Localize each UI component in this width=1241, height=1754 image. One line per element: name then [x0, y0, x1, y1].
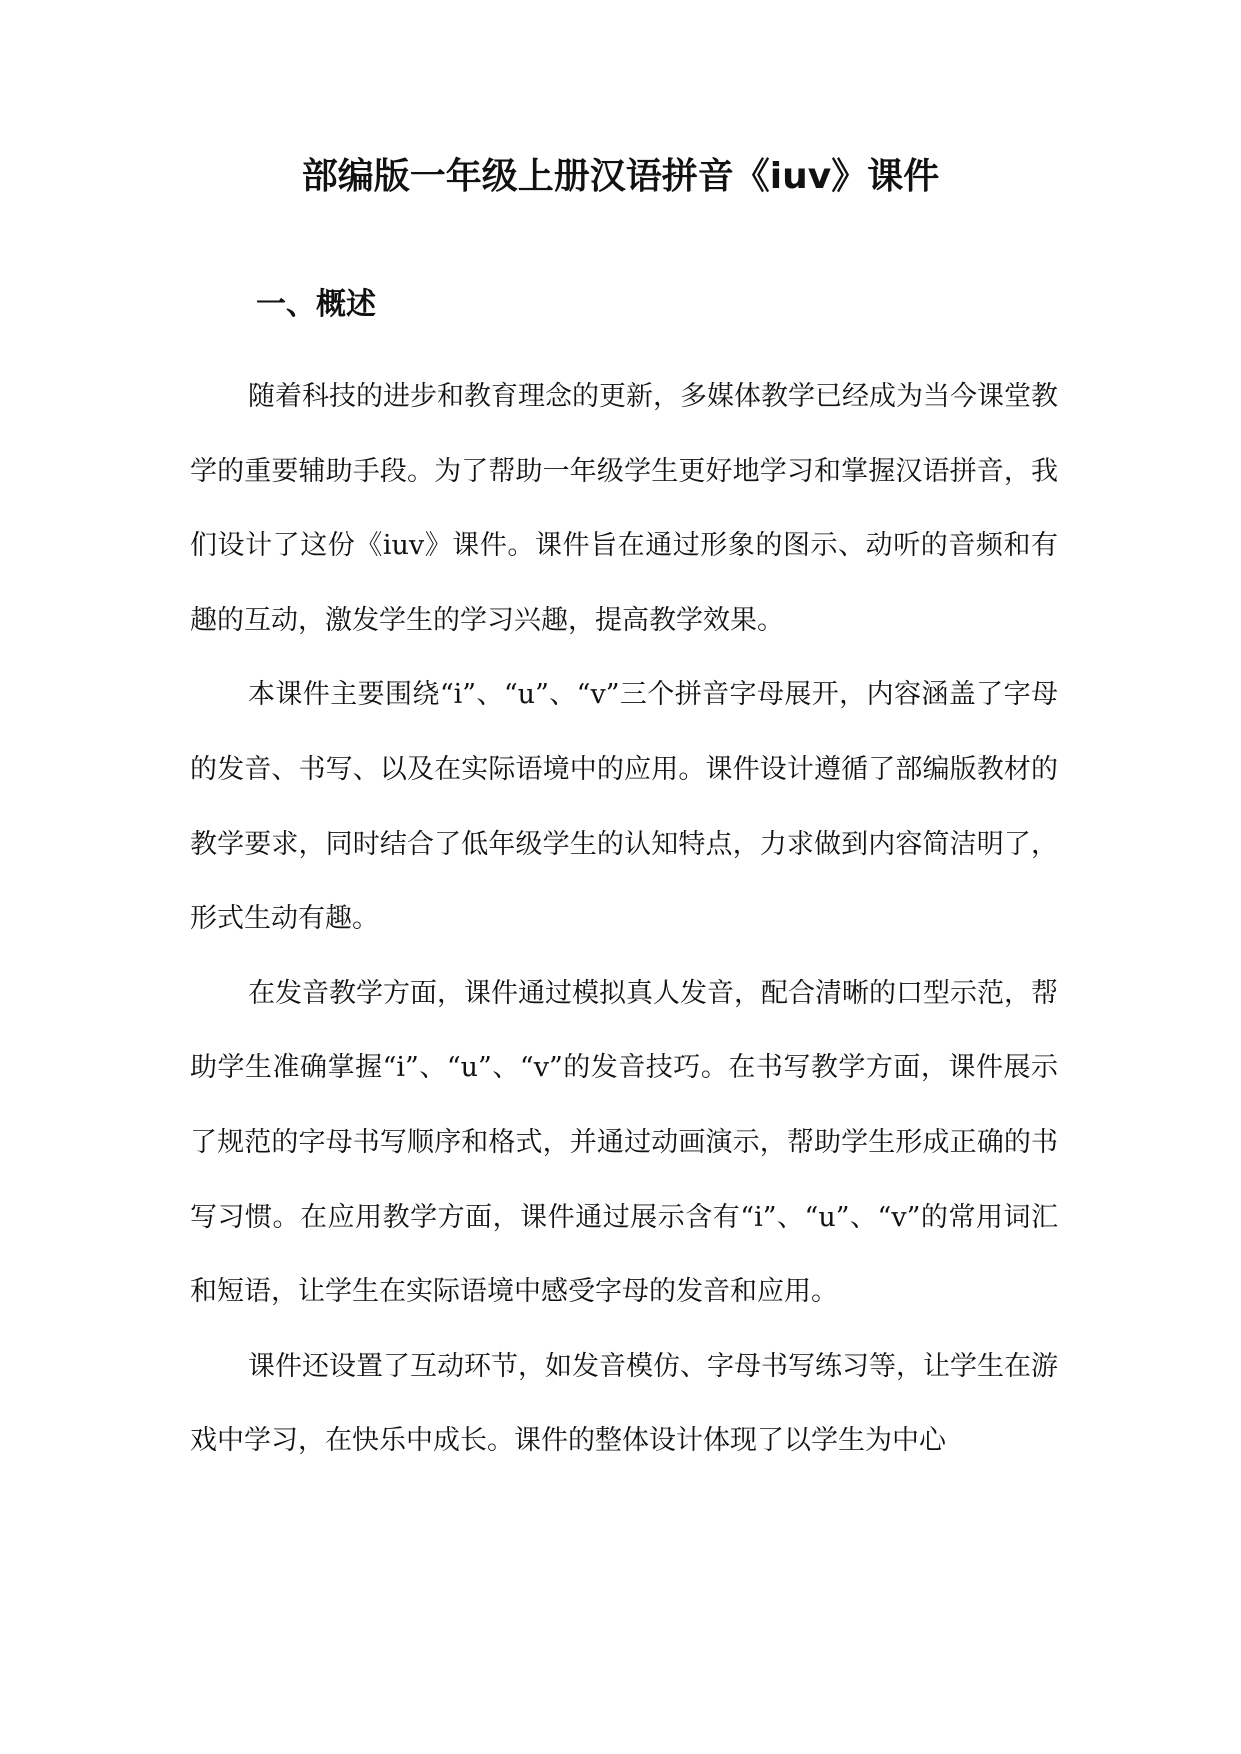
paragraph: 本课件主要围绕“i”、“u”、“v”三个拼音字母展开，内容涵盖了字母的发音、书写、以及在实际语境中的应用。课件设计遵循了部编版教材的教学要求，同时结合了低年级学生的认知特点，力求做到内容简洁明了，形式生动有趣。: [190, 679, 1058, 935]
paragraph: 在发音教学方面，课件通过模拟真人发音，配合清晰的口型示范，帮助学生准确掌握“i”、“u”、“v”的发音技巧。在书写教学方面，课件展示了规范的字母书写顺序和格式，并通过动画演示，帮助学生形成正确的书写习惯。在应用教学方面，课件通过展示含有“i”、“u”、“v”的常用词汇和短语，让学生在实际语境中感受字母的发音和应用。: [190, 977, 1058, 1308]
paragraph: 随着科技的进步和教育理念的更新，多媒体教学已经成为当今课堂教学的重要辅助手段。为了帮助一年级学生更好地学习和掌握汉语拼音，我们设计了这份《iuv》课件。课件旨在通过形象的图示、动听的音频和有趣的互动，激发学生的学习兴趣，提高教学效果。: [190, 381, 1058, 636]
document-title: 部编版一年级上册汉语拼音《iuv》课件: [301, 156, 940, 197]
section-heading-overview: 一、概述: [256, 287, 376, 322]
body-text: [190, 360, 1058, 1479]
paragraph: 课件还设置了互动环节，如发音模仿、字母书写练习等，让学生在游戏中学习，在快乐中成长。课件的整体设计体现了以学生为中心: [190, 1350, 1058, 1457]
